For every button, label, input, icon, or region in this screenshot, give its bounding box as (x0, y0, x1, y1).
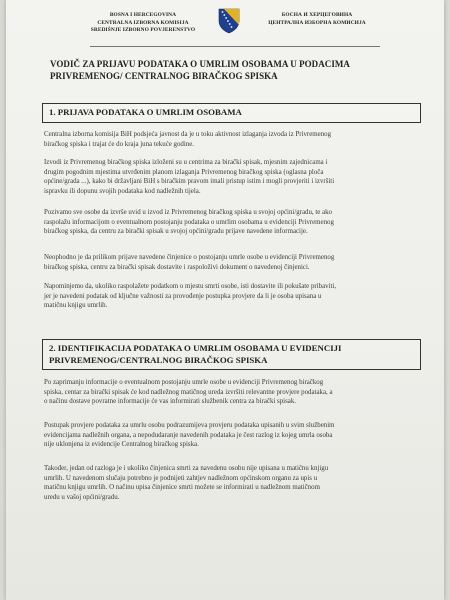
paragraph-line: jer je navedeni podatak od ključne važnosti za provođenje postupka provjere da li je osoba upisana u (44, 292, 322, 300)
paragraph-line: matičnu knjigu umrlih. O načinu upisa činjenice smrti možete se informirati u nadležnom matičnom (44, 484, 320, 492)
paragraph-line: Postupak provjere podataka za umrlu osobu podrazumijeva provjeru podataka upisanih u svim službenim (44, 422, 335, 429)
letterhead-divider (90, 46, 380, 47)
paragraph-line: Također, jedan od razloga je i ukoliko činjenica smrti za navedenu osobu nije upisana u matičnu knjigu (44, 465, 329, 472)
letterhead-line: CENTRALNA IZBORNA KOMISIJA (97, 19, 189, 26)
paragraph-line: biračkog spiska i trajat će do kraja juna tekuće godine. (44, 140, 195, 148)
bih-coat-of-arms-icon (218, 8, 240, 34)
section-heading-text: PRIVREMENOG/CENTRALNOG BIRAČKOG SPISKA (49, 354, 268, 365)
paragraph-line: nije uklonjena iz evidencije Centralnog biračkog spiska. (44, 441, 199, 449)
paragraph-line: biračkog spiska, centru za birački spisak dostavite i raspoloživi dokument o navedenoj činjenici. (44, 263, 310, 271)
paragraph-line: o načinu dostave povratne informacije će vas informirati službenik centra za birački spisak. (44, 398, 296, 406)
paragraph-line: Po zaprimanju informacije o eventualnom postojanju umrle osobe u evidenciji Privremenog biračkog (44, 379, 324, 386)
section-heading-text: 2. IDENTIFIKACIJA PODATAKA O UMRLIM OSOBAMA U EVIDENCIJI (49, 343, 342, 353)
paragraph-line: Izvodi iz Privremenog biračkog spiska izloženi su u centrima za birački spisak, mjesnim zajednicama i (44, 159, 328, 166)
paragraph-line: Neophodno je da prilikom prijave navedene činjenice o postojanju umrle osobe u evidenciji Privremenog (44, 254, 335, 261)
letterhead-latin (78, 12, 208, 35)
paragraph-line: drugim pogodnim mjestima utvrđenim planom izlaganja Privremenog biračkog spiska (oglasna ploča (44, 168, 324, 176)
letterhead-line: ЦЕНТРАЛНА ИЗБОРНА КОМИСИЈА (268, 19, 366, 26)
paragraph (44, 158, 412, 197)
paragraph-line: ispravku ili dopunu svojih podataka kod nadležnih tijela. (44, 188, 201, 196)
paragraph-line: općine/grada ...), kako bi državljani BiH s biračkim pravom imali pristup istim i mogli provjeriti i izvršiti (44, 178, 335, 186)
document-title (50, 58, 410, 82)
section-heading-2 (42, 339, 421, 370)
paragraph (44, 253, 412, 272)
paragraph (44, 421, 412, 450)
document-page (6, 0, 444, 600)
paragraph (44, 130, 412, 149)
section-heading-1 (42, 103, 421, 123)
paragraph-line: Napominjemo da, ukoliko raspolažete podatkom o mjestu smrti osobe, isti dostavite ili pokušate pribaviti, (44, 283, 337, 290)
paragraph-line: Centralna izborna komisija BiH podsjeća javnost da je u toku aktivnost izlaganja izvoda iz Privremenog (44, 131, 332, 138)
document-title-line: VODIČ ZA PRIJAVU PODATAKA O UMRLIM OSOBAMA U PODACIMA (50, 59, 350, 69)
document-title-line: PRIVREMENOG/ CENTRALNOG BIRAČKOG SPISKA (50, 71, 278, 81)
letterhead (6, 8, 444, 50)
paragraph (44, 378, 412, 407)
paragraph-line: Pozivamo sve osobe da izvrše uvid u izvod iz Privremenog biračkog spiska u svojoj općini/gradu, te ako (44, 209, 333, 216)
letterhead-line: SREDIŠNJE IZBORNO POVJERENSTVO (90, 27, 196, 34)
paragraph-line: matičnu knjigu umrlih. (44, 302, 108, 310)
paragraph-line: evidencijama nadležnih organa, a nepodudaranje navedenih podataka je čest razlog iz kojeg umrla osoba (44, 431, 333, 439)
paragraph-line: uredu u vašoj općini/gradu. (44, 494, 120, 502)
section-heading-text: 1. PRIJAVA PODATAKA O UMRLIM OSOBAMA (49, 107, 242, 117)
paragraph-line: raspolažu informacijom o eventualnom postojanju podataka o umrlim osobama u evidenciji Privremenog (44, 218, 334, 226)
paragraph-line: biračkog spiska, da centru za birački spisak u svojoj općini/gradu prijave navedene informacije. (44, 228, 308, 236)
paragraph-line: spiska, centar za birački spisak će kod nadležnog matičnog ureda izvršiti relevantne provjere podataka, a (44, 388, 333, 396)
letterhead-cyrillic (252, 12, 382, 27)
letterhead-line: БОСНА И ХЕРЦЕГОВИНА (281, 12, 353, 18)
paragraph (44, 208, 412, 237)
paragraph (44, 282, 412, 311)
paragraph-line: umrlih. U navedenom slučaju potrebno je podnijeti zahtjev nadležnom općinskom organu za upis u (44, 474, 318, 482)
paragraph (44, 464, 412, 503)
letterhead-line: BOSNA I HERCEGOVINA (109, 12, 177, 18)
